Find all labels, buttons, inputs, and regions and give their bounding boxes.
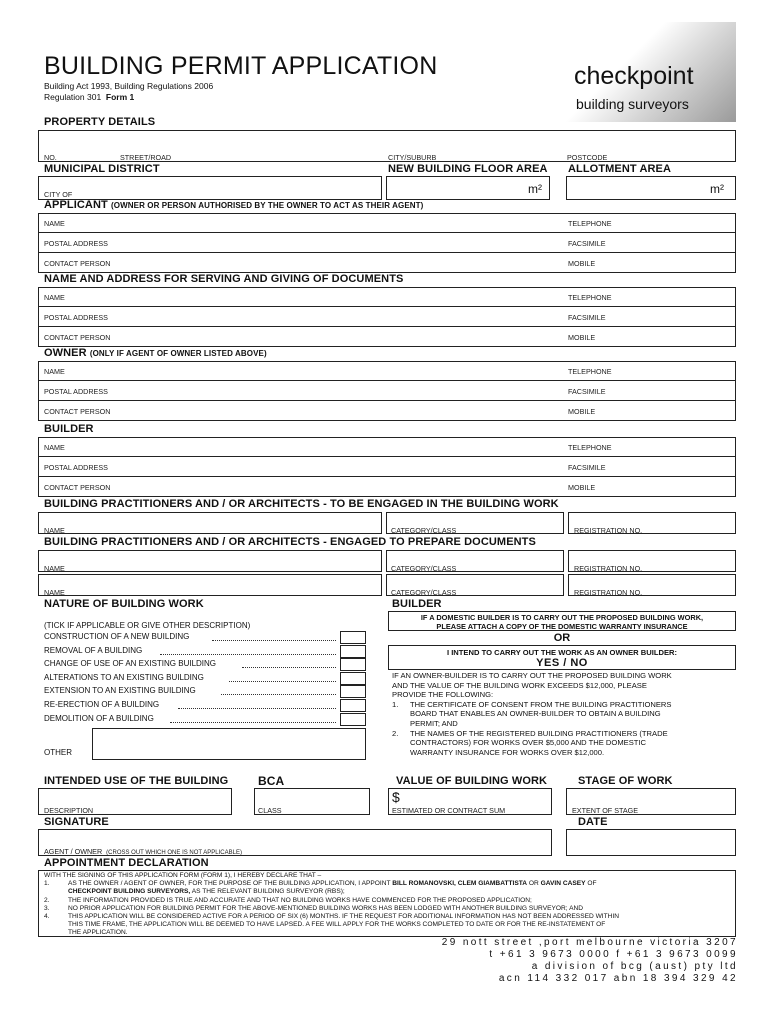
nature-item-leader: [212, 640, 336, 641]
serving-label-contact: CONTACT PERSON: [44, 333, 111, 342]
nature-item-leader: [170, 722, 336, 723]
owner-name-field[interactable]: [38, 361, 736, 380]
bca-heading: BCA: [258, 774, 285, 788]
owner-label-telephone: TELEPHONE: [568, 367, 612, 376]
municipal-district-field[interactable]: [38, 176, 382, 200]
label-doc-name-2: NAME: [44, 588, 65, 597]
appointment-declaration-box: [38, 870, 736, 937]
nature-item-checkbox[interactable]: [340, 658, 366, 671]
or-divider: OR: [553, 632, 571, 644]
nature-item-checkbox[interactable]: [340, 672, 366, 685]
label-doc-registration-1: REGISTRATION NO.: [574, 564, 643, 573]
serving-label-telephone: TELEPHONE: [568, 293, 612, 302]
label-doc-name-1: NAME: [44, 564, 65, 573]
owner-builder-requirements: IF AN OWNER-BUILDER IS TO CARRY OUT THE PROPOSED BUILDING WORK AND THE VALUE OF THE BUILDING WORK EXCEEDS $12,000, PLEASE PROVIDE THE FOLLOWING: 1. THE CERTIFICATE OF CONSENT FROM THE BUILDING PRACTITIONERS BOARD THAT ENABLES AN OWNER-BUILDER TO OBTAIN A BUILDING PERMIT; AND 2. THE NAMES OF THE REGISTERED BUILDING PRACTITIONERS (TRADE CONTRACTORS) FOR WORKS OVER $5,000 AND THE DOMESTIC WARRANTY INSURANCE FOR WORKS OVER $12,000.: [392, 671, 672, 757]
nature-item-label: ALTERATIONS TO AN EXISTING BUILDING: [44, 672, 204, 682]
owner-label-postal: POSTAL ADDRESS: [44, 387, 108, 396]
label-postcode: POSTCODE: [567, 153, 608, 162]
footer-address: 29 nott street ,port melbourne victoria 3207: [441, 937, 738, 948]
owner-label-mobile: MOBILE: [568, 407, 596, 416]
nature-item-checkbox[interactable]: [340, 645, 366, 658]
other-label: OTHER: [44, 748, 72, 757]
builder-contact-field[interactable]: [38, 477, 736, 496]
applicant-contact-field[interactable]: [38, 253, 736, 272]
builder-name-field[interactable]: [38, 437, 736, 456]
practitioners-documents-heading: BUILDING PRACTITIONERS AND / OR ARCHITECTS - ENGAGED TO PREPARE DOCUMENTS: [44, 536, 536, 548]
owner-label-contact: CONTACT PERSON: [44, 407, 111, 416]
applicant-label-facsimile: FACSIMILE: [568, 239, 606, 248]
label-practitioner-name: NAME: [44, 526, 65, 535]
property-details-heading: PROPERTY DETAILS: [44, 116, 156, 128]
value-heading: VALUE OF BUILDING WORK: [396, 775, 548, 787]
label-no: NO.: [44, 153, 57, 162]
practitioners-engaged-heading: BUILDING PRACTITIONERS AND / OR ARCHITECTS - TO BE ENGAGED IN THE BUILDING WORK: [44, 498, 559, 510]
doc-practitioner-name-field-2[interactable]: [38, 574, 382, 596]
nature-item-leader: [229, 681, 336, 682]
label-practitioner-registration: REGISTRATION NO.: [574, 526, 643, 535]
nature-item-leader: [242, 667, 336, 668]
nature-of-work-heading: NATURE OF BUILDING WORK: [44, 598, 204, 610]
applicant-label-telephone: TELEPHONE: [568, 219, 612, 228]
serving-label-name: NAME: [44, 293, 65, 302]
applicant-name-field[interactable]: [38, 213, 736, 232]
label-city: CITY/SUBURB: [388, 153, 437, 162]
nature-item-label: RE-ERECTION OF A BUILDING: [44, 700, 160, 709]
regulation-reference: Regulation 301 Form 1: [44, 92, 135, 102]
serving-label-mobile: MOBILE: [568, 333, 596, 342]
intended-use-heading: INTENDED USE OF THE BUILDING: [44, 775, 229, 787]
applicant-postal-field[interactable]: [38, 233, 736, 252]
builder-label-postal: POSTAL ADDRESS: [44, 463, 108, 472]
nature-item-checkbox[interactable]: [340, 699, 366, 712]
label-doc-category-2: CATEGORY/CLASS: [391, 588, 457, 597]
builder-label-name: NAME: [44, 443, 65, 452]
builder-label-mobile: MOBILE: [568, 483, 596, 492]
owner-label-facsimile: FACSIMILE: [568, 387, 606, 396]
label-city-of: CITY OF: [44, 190, 73, 199]
builder-box-heading: BUILDER: [392, 598, 442, 610]
allotment-area-heading: ALLOTMENT AREA: [568, 163, 672, 175]
page-title: BUILDING PERMIT APPLICATION: [44, 52, 438, 80]
nature-item-label: REMOVAL OF A BUILDING: [44, 645, 143, 655]
appointment-text: WITH THE SIGNING OF THIS APPLICATION FORM (FORM 1), I HEREBY DECLARE THAT – 1. AS THE OWNER / AGENT OF OWNER, FOR THE PURPOSE OF THE BUILDING APPLICATION, I APPOINT BILL ROMANOVSKI, CLEM GIAMBATTISTA OR GAVIN CASEY OF CHECKPOINT BUILDING SURVEYORS, AS THE RELEVANT BUILDING SURVEYOR (RBS); 2. THE INFORMATION PROVIDED IS TRUE AND ACCURATE AND THAT NO BUILDING WORKS HAVE COMMENCED FOR THE PROPOSED APPLICATION; 3. NO PRIOR APPLICATION FOR BUILDING PERMIT FOR THE ABOVE-MENTIONED BUILDING WORKS HAS BEEN LODGED WITH ANOTHER BUILDING SURVEYOR; AND 4. THIS APPLICATION WILL BE CONSIDERED ACTIVE FOR A PERIOD OF SIX (6) MONTHS. IF THE REQUEST FOR ADDITIONAL INFORMATION HAS NOT BEEN ADDRESSED WITHIN THIS TIME FRAME, THE APPLICATION WILL BE DEEMED TO HAVE LAPSED. A FEE WILL APPLY FOR THE WORKS COMPLETED TO DATE OR FOR THE RE-INSTATEMENT OF THE APPLICATION.: [44, 872, 620, 937]
signature-heading: SIGNATURE: [44, 816, 109, 828]
agent-owner-label: AGENT / OWNER (CROSS OUT WHICH ONE IS NOT APPLICABLE): [44, 847, 242, 856]
owner-contact-field[interactable]: [38, 401, 736, 420]
logo-checkpoint: checkpoint: [574, 62, 694, 90]
allotment-area-unit: m²: [710, 182, 724, 196]
tick-note: (TICK IF APPLICABLE OR GIVE OTHER DESCRIPTION): [44, 621, 251, 630]
label-practitioner-category: CATEGORY/CLASS: [391, 526, 457, 535]
nature-item-leader: [221, 694, 336, 695]
label-doc-category-1: CATEGORY/CLASS: [391, 564, 457, 573]
floor-area-field[interactable]: [386, 176, 550, 200]
applicant-label-name: NAME: [44, 219, 65, 228]
serving-name-field[interactable]: [38, 287, 736, 306]
builder-heading: BUILDER: [44, 423, 94, 435]
label-class: CLASS: [258, 806, 282, 815]
logo-subtitle: building surveyors: [576, 96, 689, 112]
owner-builder-box[interactable]: [388, 645, 736, 670]
owner-heading: OWNER (ONLY IF AGENT OF OWNER LISTED ABOVE): [44, 347, 267, 359]
nature-item-leader: [160, 654, 336, 655]
floor-area-unit: m²: [528, 182, 542, 196]
label-estimated: ESTIMATED OR CONTRACT SUM: [392, 806, 506, 815]
applicant-heading: APPLICANT (OWNER OR PERSON AUTHORISED BY THE OWNER TO ACT AS THEIR AGENT): [44, 199, 424, 211]
footer-division: a division of bcg (aust) pty ltd: [531, 961, 738, 972]
nature-item-checkbox[interactable]: [340, 685, 366, 698]
serving-heading: NAME AND ADDRESS FOR SERVING AND GIVING OF DOCUMENTS: [44, 273, 404, 285]
applicant-label-mobile: MOBILE: [568, 259, 596, 268]
label-street: STREET/ROAD: [120, 153, 172, 162]
date-field[interactable]: [566, 829, 736, 856]
practitioner-name-field[interactable]: [38, 512, 382, 534]
stage-heading: STAGE OF WORK: [578, 775, 673, 787]
floor-area-heading: NEW BUILDING FLOOR AREA: [388, 163, 548, 175]
label-description: DESCRIPTION: [44, 806, 94, 815]
label-doc-registration-2: REGISTRATION NO.: [574, 588, 643, 597]
builder-label-facsimile: FACSIMILE: [568, 463, 606, 472]
builder-label-contact: CONTACT PERSON: [44, 483, 111, 492]
serving-postal-field[interactable]: [38, 307, 736, 326]
nature-item-leader: [178, 708, 336, 709]
other-description-field[interactable]: [92, 728, 366, 760]
yes-no-choice[interactable]: YES / NO: [536, 657, 588, 669]
owner-builder-statement: I INTEND TO CARRY OUT THE WORK AS AN OWNER BUILDER:: [446, 648, 678, 657]
builder-label-telephone: TELEPHONE: [568, 443, 612, 452]
nature-item-label: EXTENSION TO AN EXISTING BUILDING: [44, 686, 196, 696]
footer-acn: acn 114 332 017 abn 18 394 329 42: [498, 973, 738, 984]
doc-practitioner-name-field-1[interactable]: [38, 550, 382, 572]
domestic-builder-notice: IF A DOMESTIC BUILDER IS TO CARRY OUT THE PROPOSED BUILDING WORK, PLEASE ATTACH A COPY OF THE DOMESTIC WARRANTY INSURANCE: [388, 611, 736, 631]
serving-contact-field[interactable]: [38, 327, 736, 346]
serving-label-facsimile: FACSIMILE: [568, 313, 606, 322]
date-heading: DATE: [578, 816, 608, 828]
owner-postal-field[interactable]: [38, 381, 736, 400]
nature-item-label: DEMOLITION OF A BUILDING: [44, 713, 154, 723]
applicant-label-contact: CONTACT PERSON: [44, 259, 111, 268]
dollar-sign: $: [392, 789, 400, 805]
nature-item-checkbox[interactable]: [340, 713, 366, 726]
serving-label-postal: POSTAL ADDRESS: [44, 313, 108, 322]
municipal-district-heading: MUNICIPAL DISTRICT: [44, 163, 160, 175]
nature-item-label: CHANGE OF USE OF AN EXISTING BUILDING: [44, 659, 217, 669]
applicant-label-postal: POSTAL ADDRESS: [44, 239, 108, 248]
label-extent: EXTENT OF STAGE: [572, 806, 639, 815]
appointment-heading: APPOINTMENT DECLARATION: [44, 857, 209, 869]
owner-label-name: NAME: [44, 367, 65, 376]
footer-phone: t +61 3 9673 0000 f +61 3 9673 0099: [489, 949, 738, 960]
nature-item-checkbox[interactable]: [340, 631, 366, 644]
act-reference: Building Act 1993, Building Regulations 2006: [44, 81, 214, 91]
builder-postal-field[interactable]: [38, 457, 736, 476]
nature-item-label: CONSTRUCTION OF A NEW BUILDING: [44, 632, 190, 641]
